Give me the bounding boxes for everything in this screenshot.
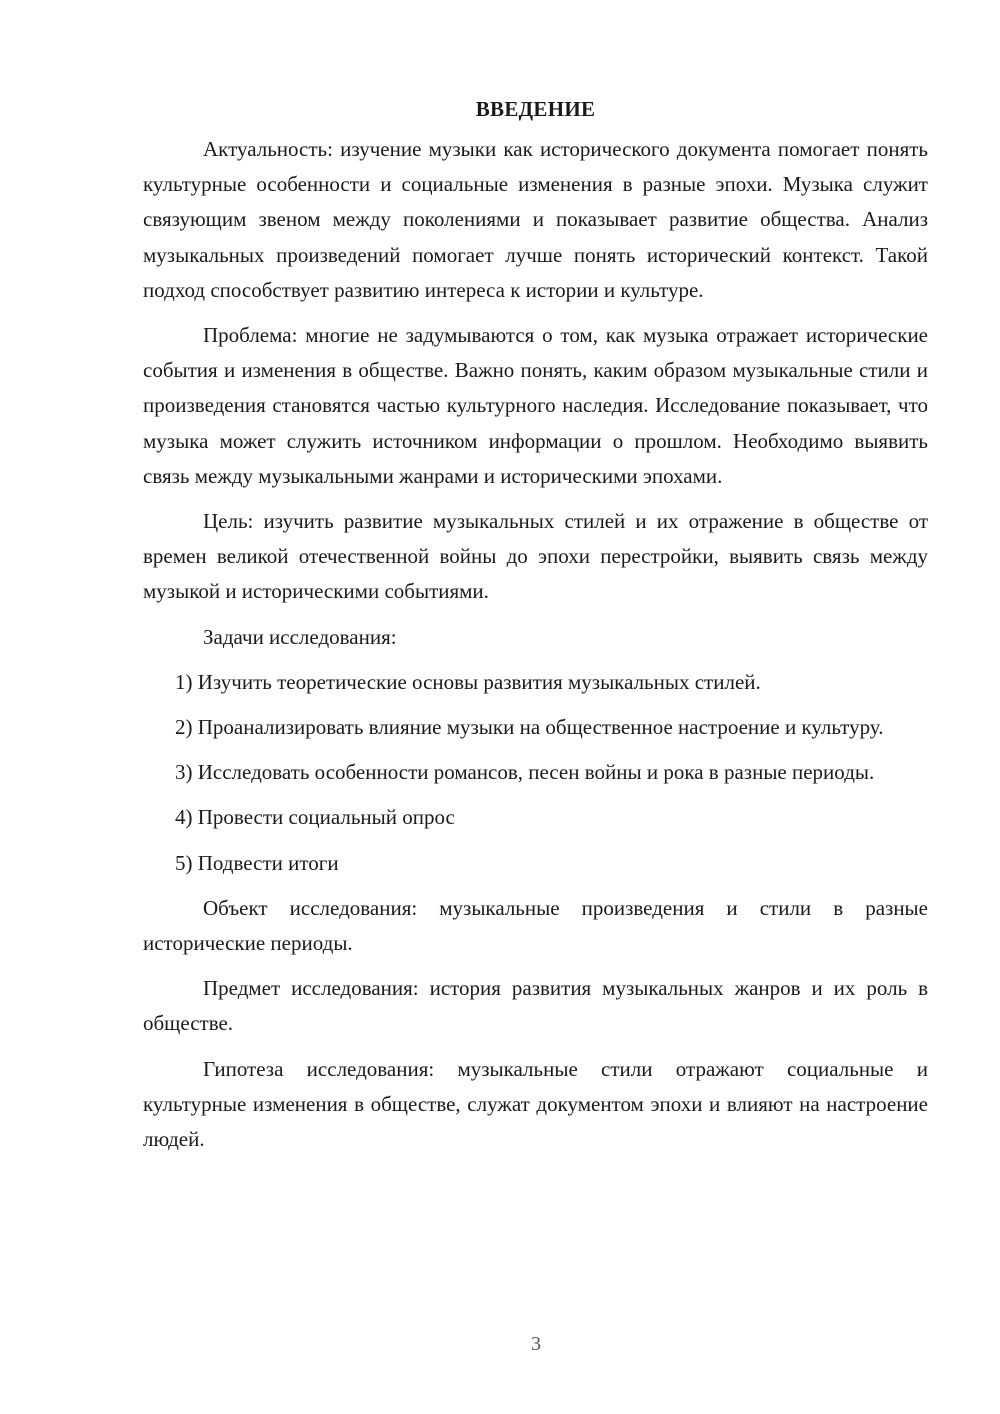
section-title: ВВЕДЕНИЕ (475, 97, 596, 121)
subject-paragraph: Предмет исследования: история развития музыкальных жанров и их роль в обществе. (143, 976, 928, 1036)
task-item: 4) Провести социальный опрос (175, 805, 455, 830)
task-item: 5) Подвести итоги (175, 850, 339, 875)
tasks-heading: Задачи исследования: (203, 624, 397, 649)
relevance-paragraph: Актуальность: изучение музыки как исторического документа помогает понять культурные особенности и социальные изменения в разные эпохи. Музыка служит связующим звеном между поколениями и показывает развитие общества. Анализ музыкальных произведений помогает лучше понять исторический контекст. Такой подход способствует развитию интереса к истории и культуре. (143, 137, 928, 302)
goal-paragraph: Цель: изучить развитие музыкальных стилей и их отражение в обществе от времен великой отечественной войны до эпохи перестройки, выявить связь между музыкой и историческими событиями. (143, 509, 928, 604)
object-paragraph: Объект исследования: музыкальные произведения и стили в разные исторические периоды. (143, 895, 928, 956)
task-item: 1) Изучить теоретические основы развития музыкальных стилей. (175, 669, 761, 694)
tasks-list (143, 665, 928, 881)
page-number: 3 (531, 1333, 541, 1355)
task-item: 2) Проанализировать влияние музыки на общественное настроение и культуру. (175, 715, 884, 740)
task-item: 3) Исследовать особенности романсов, песен войны и рока в разные периоды. (175, 760, 875, 785)
hypothesis-paragraph: Гипотеза исследования: музыкальные стили отражают социальные и культурные изменения в обществе, служат документом эпохи и влияют на настроение людей. (143, 1056, 928, 1152)
document-page (143, 94, 928, 1167)
problem-paragraph: Проблема: многие не задумываются о том, как музыка отражает исторические события и изменения в обществе. Важно понять, каким образом музыкальные стили и произведения становятся частью культурного наследия. Исследование показывает, что музыка может служить источником информации о прошлом. Необходимо выявить связь между музыкальными жанрами и историческими эпохами. (143, 323, 928, 488)
